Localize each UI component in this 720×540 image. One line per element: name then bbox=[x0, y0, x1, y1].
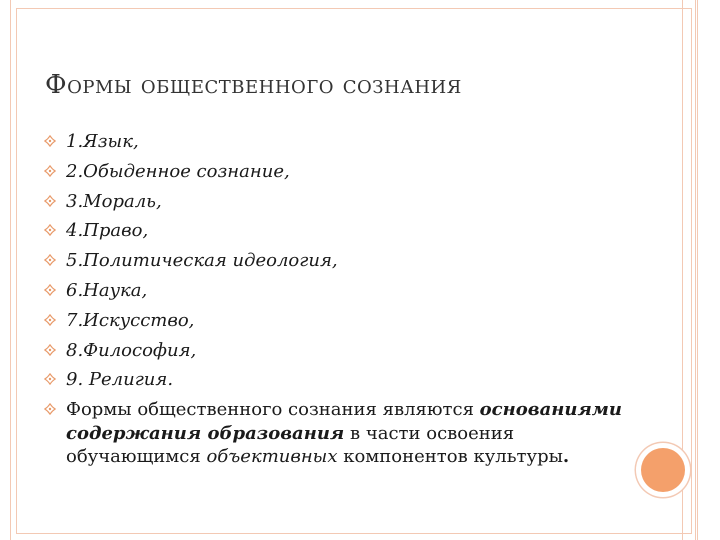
list-item bbox=[44, 309, 624, 333]
list-item-text: 5.Политическая идеология, bbox=[66, 250, 338, 272]
list-item bbox=[44, 368, 624, 392]
list-item bbox=[44, 190, 624, 214]
summary-text-italic: объективных bbox=[206, 446, 338, 468]
list-item-text: 6.Наука, bbox=[66, 279, 148, 301]
ornament-bullet-icon bbox=[44, 224, 56, 236]
ornament-bullet-icon bbox=[44, 403, 56, 415]
list-item-text: 1.Язык, bbox=[66, 131, 139, 152]
list-item-text: 3.Мораль, bbox=[66, 190, 162, 212]
ornament-bullet-icon bbox=[44, 135, 56, 147]
slide-right-strip bbox=[682, 0, 696, 540]
ornament-bullet-icon bbox=[44, 284, 56, 296]
list-item bbox=[44, 219, 624, 243]
ornament-bullet-icon bbox=[44, 373, 56, 385]
ornament-bullet-icon bbox=[44, 254, 56, 266]
ornament-bullet-icon bbox=[44, 344, 56, 356]
summary-text-part3: компонентов культуры bbox=[337, 446, 563, 468]
list-item bbox=[44, 130, 624, 154]
accent-circle bbox=[641, 448, 685, 492]
summary-text-emphasis: основаниями содержания образования bbox=[66, 399, 622, 444]
list-item bbox=[44, 339, 624, 363]
ornament-bullet-icon bbox=[44, 165, 56, 177]
list-item-text: 7.Искусство, bbox=[66, 309, 195, 331]
list-item bbox=[44, 249, 624, 273]
summary-text-part1: Формы общественного сознания являются bbox=[66, 399, 480, 421]
slide-title: Формы общественного сознания bbox=[45, 70, 462, 100]
summary-text-end: . bbox=[562, 446, 570, 468]
list-item-text: 4.Право, bbox=[66, 220, 149, 242]
summary-text-part2: в части освоения обучающимся bbox=[66, 422, 515, 468]
bullet-list bbox=[44, 130, 624, 475]
ornament-bullet-icon bbox=[44, 314, 56, 326]
list-item bbox=[44, 160, 624, 184]
list-item-text: 9. Религия. bbox=[66, 369, 174, 391]
list-item-text: 8.Философия, bbox=[66, 339, 197, 361]
ornament-bullet-icon bbox=[44, 195, 56, 207]
list-item-summary bbox=[44, 398, 624, 469]
list-item bbox=[44, 279, 624, 303]
list-item-text: 2.Обыденное сознание, bbox=[66, 160, 290, 182]
